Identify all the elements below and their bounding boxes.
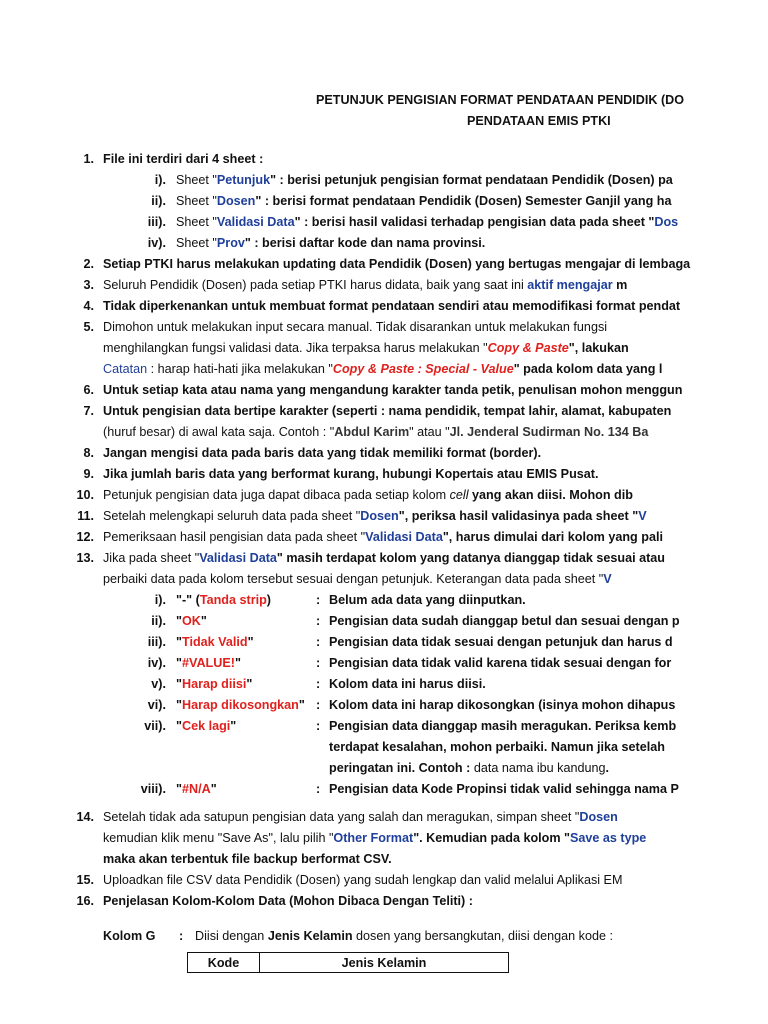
legend-roman: i). xyxy=(154,593,166,607)
legend-colon: : xyxy=(316,635,321,649)
item-number: 2. xyxy=(83,257,94,271)
item-10-text: Petunjuk pengisian data juga dapat dibaca pada setiap kolom cell yang akan diisi. Mohon dib xyxy=(103,488,633,502)
legend-key-2: "OK" xyxy=(176,614,207,628)
item-5-line-2: menghilangkan fungsi validasi data. Jika terpaksa harus melakukan "Copy & Paste", lakukan xyxy=(103,341,629,355)
legend-desc-7-line-1: Pengisian data dianggap masih meragukan. Periksa kemb xyxy=(329,719,677,733)
legend-colon: : xyxy=(316,719,321,733)
item-11-text: Setelah melengkapi seluruh data pada sheet "Dosen", periksa hasil validasinya pada sheet "V xyxy=(103,509,647,523)
item-7-line-2: (huruf besar) di awal kata saja. Contoh : "Abdul Karim" atau "Jl. Jenderal Sudirman No. 134 Ba xyxy=(103,425,649,439)
table-header-row xyxy=(188,953,509,973)
item-7-line-1: Untuk pengisian data bertipe karakter (seperti : nama pendidik, tempat lahir, alamat, kabupaten xyxy=(103,404,672,418)
item-number: 11. xyxy=(77,509,94,523)
legend-desc-8: Pengisian data Kode Propinsi tidak valid sehingga nama P xyxy=(329,782,679,796)
sheet-roman: ii). xyxy=(151,194,166,208)
item-5-line-1: Dimohon untuk melakukan input secara manual. Tidak disarankan untuk melakukan fungsi xyxy=(103,320,608,334)
item-number: 3. xyxy=(83,278,94,292)
kolom-g-colon: : xyxy=(179,929,184,943)
table-header-jenis-kelamin: Jenis Kelamin xyxy=(260,953,509,973)
legend-colon: : xyxy=(316,656,321,670)
item-9-text: Jika jumlah baris data yang berformat kurang, hubungi Kopertais atau EMIS Pusat. xyxy=(103,467,599,481)
jenis-kelamin-code-table xyxy=(187,952,509,973)
sheet-roman: i). xyxy=(154,173,166,187)
kolom-g-description: Diisi dengan Jenis Kelamin dosen yang bersangkutan, diisi dengan kode : xyxy=(195,929,613,943)
item-6-text: Untuk setiap kata atau nama yang mengandung karakter tanda petik, penulisan mohon menggun xyxy=(103,383,683,397)
item-4-text: Tidak diperkenankan untuk membuat format pendataan sendiri atau memodifikasi format pendat xyxy=(103,299,681,313)
kolom-g-label: Kolom G xyxy=(103,929,156,943)
legend-colon: : xyxy=(316,698,321,712)
item-12-text: Pemeriksaan hasil pengisian data pada sheet "Validasi Data", harus dimulai dari kolom yang pali xyxy=(103,530,663,544)
sheet-prov-line: Sheet "Prov" : berisi daftar kode dan nama provinsi. xyxy=(176,236,486,250)
legend-desc-6: Kolom data ini harap dikosongkan (isinya mohon dihapus xyxy=(329,698,676,712)
item-number: 4. xyxy=(83,299,94,313)
legend-key-5: "Harap diisi" xyxy=(176,677,253,691)
item-2-text: Setiap PTKI harus melakukan updating data Pendidik (Dosen) yang bertugas mengajar di lembaga xyxy=(103,257,691,271)
sheet-validasi-line: Sheet "Validasi Data" : berisi hasil validasi terhadap pengisian data pada sheet "Dos xyxy=(176,215,679,229)
legend-key-1: "-" (Tanda strip) xyxy=(176,593,271,607)
legend-roman: iv). xyxy=(147,656,166,670)
legend-desc-5: Kolom data ini harus diisi. xyxy=(329,677,486,691)
item-16-text: Penjelasan Kolom-Kolom Data (Mohon Dibaca Dengan Teliti) : xyxy=(103,894,473,908)
legend-colon: : xyxy=(316,593,321,607)
item-3-text: Seluruh Pendidik (Dosen) pada setiap PTKI harus didata, baik yang saat ini aktif mengajar m xyxy=(103,278,628,292)
legend-roman: viii). xyxy=(140,782,166,796)
legend-colon: : xyxy=(316,782,321,796)
item-number: 6. xyxy=(83,383,94,397)
item-5-line-3: Catatan : harap hati-hati jika melakukan "Copy & Paste : Special - Value" pada kolom data yang l xyxy=(103,362,663,376)
document-title-line-2: PENDATAAN EMIS PTKI xyxy=(467,114,611,128)
item-8-text: Jangan mengisi data pada baris data yang tidak memiliki format (border). xyxy=(103,446,542,460)
item-number: 14. xyxy=(76,810,94,824)
legend-desc-4: Pengisian data tidak valid karena tidak sesuai dengan for xyxy=(329,656,672,670)
legend-key-8: "#N/A" xyxy=(176,782,217,796)
legend-desc-3: Pengisian data tidak sesuai dengan petunjuk dan harus d xyxy=(329,635,673,649)
legend-desc-7-line-3: peringatan ini. Contoh : data nama ibu kandung. xyxy=(329,761,609,775)
item-1-text: File ini terdiri dari 4 sheet : xyxy=(103,152,264,166)
table-header-kode: Kode xyxy=(188,953,260,973)
item-number: 12. xyxy=(76,530,94,544)
item-14-line-1: Setelah tidak ada satupun pengisian data yang salah dan meragukan, simpan sheet "Dosen xyxy=(103,810,618,824)
sheet-dosen-line: Sheet "Dosen" : berisi format pendataan Pendidik (Dosen) Semester Ganjil yang ha xyxy=(176,194,672,208)
legend-key-6: "Harap dikosongkan" xyxy=(176,698,305,712)
legend-roman: vi). xyxy=(147,698,166,712)
item-number: 15. xyxy=(76,873,94,887)
legend-roman: iii). xyxy=(147,635,166,649)
item-14-line-2: kemudian klik menu "Save As", lalu pilih "Other Format". Kemudian pada kolom "Save as type xyxy=(103,831,647,845)
legend-roman: ii). xyxy=(151,614,166,628)
item-number: 1. xyxy=(83,152,94,166)
item-number: 10. xyxy=(76,488,94,502)
item-number: 13. xyxy=(76,551,94,565)
legend-desc-7-line-2: terdapat kesalahan, mohon perbaiki. Namun jika setelah xyxy=(329,740,665,754)
document-title-line-1: PETUNJUK PENGISIAN FORMAT PENDATAAN PENDIDIK (DO xyxy=(316,93,685,107)
item-13-line-1: Jika pada sheet "Validasi Data" masih terdapat kolom yang datanya dianggap tidak sesuai atau xyxy=(103,551,665,565)
item-number: 16. xyxy=(76,894,94,908)
item-number: 9. xyxy=(83,467,94,481)
item-number: 7. xyxy=(83,404,94,418)
item-15-text: Uploadkan file CSV data Pendidik (Dosen) yang sudah lengkap dan valid melalui Aplikasi EM xyxy=(103,873,623,887)
legend-colon: : xyxy=(316,677,321,691)
legend-key-4: "#VALUE!" xyxy=(176,656,241,670)
legend-key-7: "Cek lagi" xyxy=(176,719,237,733)
legend-desc-1: Belum ada data yang diinputkan. xyxy=(329,593,526,607)
item-13-line-2: perbaiki data pada kolom tersebut sesuai dengan petunjuk. Keterangan data pada sheet "V xyxy=(103,572,612,586)
legend-colon: : xyxy=(316,614,321,628)
legend-roman: v). xyxy=(151,677,166,691)
legend-roman: vii). xyxy=(144,719,166,733)
item-14-line-3: maka akan terbentuk file backup berformat CSV. xyxy=(103,852,392,866)
sheet-petunjuk-line: Sheet "Petunjuk" : berisi petunjuk pengisian format pendataan Pendidik (Dosen) pa xyxy=(176,173,673,187)
item-number: 8. xyxy=(83,446,94,460)
item-number: 5. xyxy=(83,320,94,334)
sheet-roman: iv). xyxy=(147,236,166,250)
legend-key-3: "Tidak Valid" xyxy=(176,635,254,649)
sheet-roman: iii). xyxy=(147,215,166,229)
legend-desc-2: Pengisian data sudah dianggap betul dan sesuai dengan p xyxy=(329,614,680,628)
